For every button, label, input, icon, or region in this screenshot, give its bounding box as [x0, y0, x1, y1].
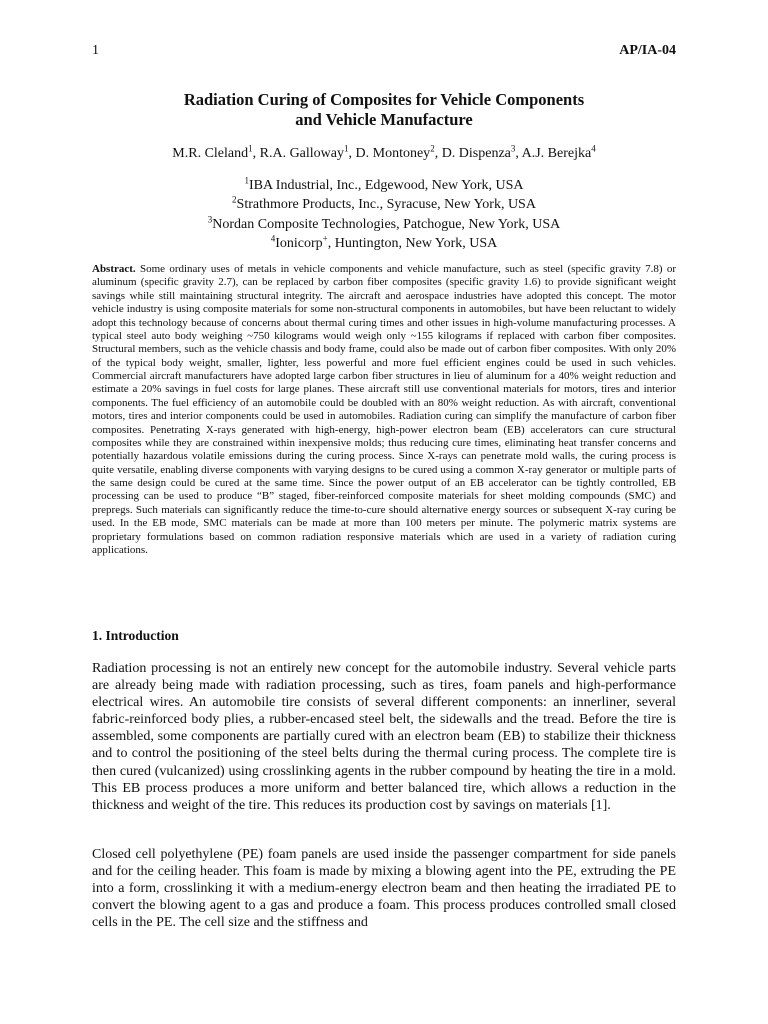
- author: M.R. Cleland$^1$,: [172, 143, 260, 161]
- body-paragraph: Radiation processing is not an entirely new concept for the automobile industry. Several vehicle parts are already being made with radiation processing, such as tires, foam panels and high-performance electrical wires. An automobile tire consists of several different components: an innerliner, several fabric-reinforced body plies, a rubber-encased steel belt, the sidewalls and the tread. Before the tire is assembled, some components are partially cured with an electron beam (EB) to stabilize their thickness and to control the positioning of the steel belts during the thermal curing process. The complete tire is then cured (vulcanized) using crosslinking agents in the rubber compound by heating the tire in a mold. This EB process produces a more uniform and better balanced tire, which allows a reduction in the thickness and weight of the tire. This reduces its production cost by savings on materials [1].: [92, 661, 676, 813]
- author: D. Montoney$^2$,: [355, 143, 442, 161]
- abstract-text: Some ordinary uses of metals in vehicle components and vehicle manufacture, such as steel (specific gravity 7.8) or aluminum (specific gravity 2.7), can be replaced by carbon fiber composites (specific gravity 1.6) to provide significant weight savings while still maintaining structural integrity. The aircraft and aerospace industries have adopted this concept. The motor vehicle industry is using composite materials for some non-structural components in automobiles, but have been reluctant to widely adopt this technology because of concerns about thermal curing times and other issues in high-volume manufacturing processes. A typical steel auto body weighing ~750 kilograms would weigh only ~155 kilograms if replaced with carbon fiber composites. Structural members, such as the vehicle chassis and body frame, could also be made out of carbon fiber composites. With only 20% of the typical body weight, smaller, lighter, less powerful and more fuel efficient engines could be used in such vehicles. Commercial aircraft manufacturers have adopted large carbon fiber structures in lieu of aluminum for a 40% weight reduction and estimate a 20% savings in fuel costs for large planes. These aircraft still use conventional materials for motors, tires and interior components. The fuel efficiency of an automobile could be doubled with an 80% weight reduction. As with aircraft, conventional motors, tires and interior components could be used in automobiles. Radiation curing can simplify the manufacture of carbon fiber composites. Penetrating X-rays generated with high-energy, high-power electron beam (EB) accelerators can cure structural composites while they are constrained within inexpensive molds; thus reducing cure times, eliminating heat transfer concerns and potentially hazardous volatile emissions during the curing process. Since X-rays can penetrate mold walls, the curing process is quite versatile, enabling diverse components with varying designs to be cured using a common X-ray generator or multiple parts of the same design could be cured at the same time. Since the power output of an EB accelerator can be tightly controlled, EB processing can be used to produce “B” staged, fiber-reinforced composite materials for sheet molding compounds (SMC) and prepregs. Such materials can significantly reduce the time-to-cure should alternative energy sources or subsequent X-ray curing be used. In the EB mode, SMC materials can be made at more than 100 meters per minute. The polymeric matrix systems are proprietary formulations based on common radiation responsive materials which are used in a variety of radiation curing applications.: [92, 263, 676, 556]
- affiliation-list: [92, 176, 676, 254]
- affiliation: $^3$Nordan Composite Technologies, Patchogue, New York, USA: [207, 214, 561, 232]
- abstract-label: Abstract.: [92, 263, 136, 275]
- author: R.A. Galloway$^1$,: [259, 143, 356, 161]
- affiliation: $^1$IBA Industrial, Inc., Edgewood, New York, USA: [244, 175, 524, 193]
- section-heading: 1. Introduction: [92, 628, 179, 643]
- body-paragraph: Closed cell polyethylene (PE) foam panels are used inside the passenger compartment for side panels and for the ceiling header. This foam is made by mixing a blowing agent into the PE, extruding the PE into a form, crosslinking it with a medium-energy electron beam and then heating the irradiated PE to convert the blowing agent to a gas and produce a foam. This process produces controlled small closed cells in the PE. The cell size and the stiffness and: [92, 847, 676, 931]
- author: D. Dispenza$^3$,: [441, 143, 522, 161]
- abstract: [92, 263, 676, 557]
- paper-title: [92, 90, 676, 130]
- affiliation: $^2$Strathmore Products, Inc., Syracuse, New York, USA: [232, 194, 536, 213]
- affiliation: $^4$Ionicorp+, Huntington, New York, USA: [270, 233, 498, 252]
- title-line-1: Radiation Curing of Composites for Vehicle Components: [183, 90, 585, 109]
- author-list: [92, 145, 676, 162]
- title-line-2: and Vehicle Manufacture: [295, 110, 473, 129]
- author: A.J. Berejka$^4$: [521, 143, 596, 161]
- document-id: AP/IA-04: [619, 43, 676, 58]
- page-number: 1: [92, 43, 99, 58]
